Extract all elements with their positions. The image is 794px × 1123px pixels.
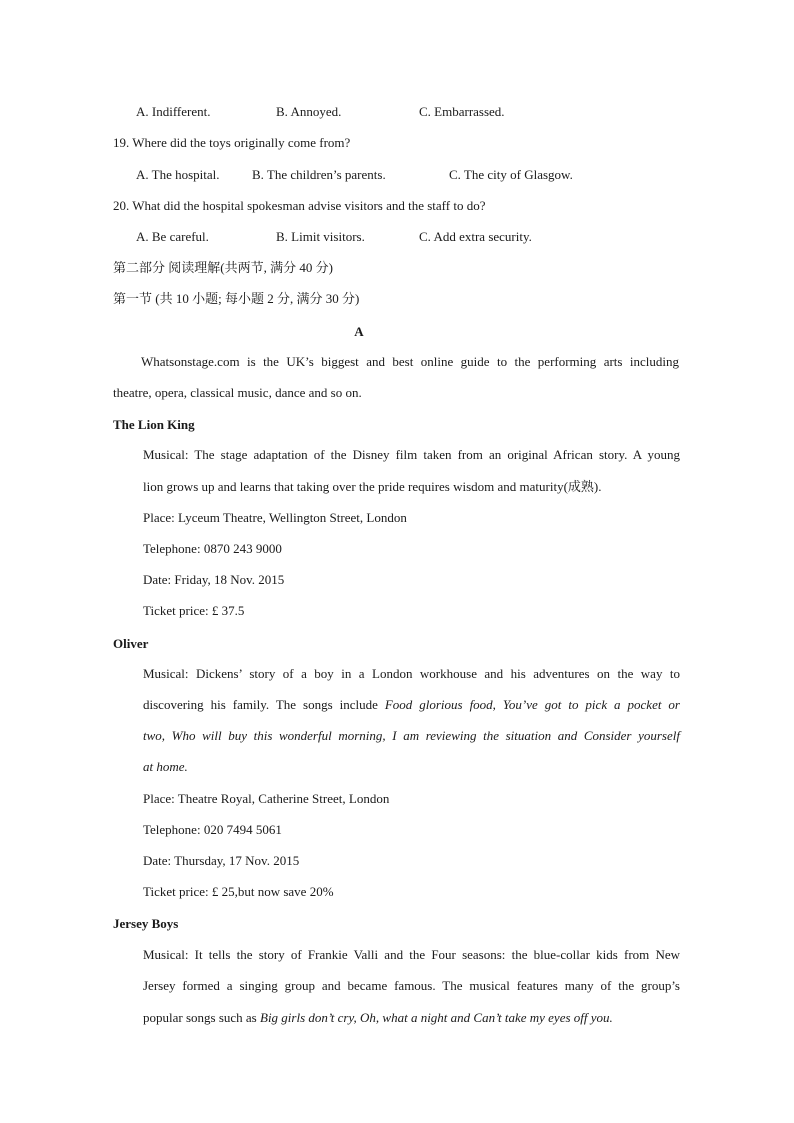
q18-option-b: B. Annoyed.	[276, 104, 342, 119]
oliver-songs-part-3: at home.	[143, 759, 188, 774]
q20-option-c: C. Add extra security.	[419, 229, 532, 244]
q18-option-c: C. Embarrassed.	[419, 104, 505, 119]
q19-option-b: B. The children’s parents.	[252, 167, 386, 182]
jersey-boys-musical-line-2: Jersey formed a singing group and became famous. The musical features many of the group’s	[143, 978, 680, 993]
intro-line-2: theatre, opera, classical music, dance and so on.	[113, 385, 362, 400]
oliver-date: Date: Thursday, 17 Nov. 2015	[143, 853, 300, 868]
oliver-musical-line-1: Musical: Dickens’ story of a boy in a London workhouse and his adventures on the way to	[143, 666, 680, 681]
lion-king-musical-line-2: lion grows up and learns that taking over the pride requires wisdom and maturity(成熟).	[143, 479, 602, 494]
oliver-musical-line-2	[143, 697, 680, 713]
oliver-musical-line-2-text: discovering his family. The songs include	[143, 697, 385, 712]
q19-option-a: A. The hospital.	[136, 167, 220, 182]
lion-king-title: The Lion King	[113, 417, 195, 432]
q19-option-c: C. The city of Glasgow.	[449, 167, 573, 182]
oliver-ticket-price: Ticket price: £ 25,but now save 20%	[143, 884, 334, 899]
part-two-heading: 第二部分 阅读理解(共两节, 满分 40 分)	[113, 260, 333, 275]
jersey-boys-songs: Big girls don’t cry, Oh, what a night and Can’t take my eyes off you.	[260, 1010, 613, 1025]
jersey-boys-musical-line-1: Musical: It tells the story of Frankie Valli and the Four seasons: the blue-collar kids from New	[143, 947, 680, 962]
oliver-place: Place: Theatre Royal, Catherine Street, London	[143, 791, 390, 806]
lion-king-telephone: Telephone: 0870 243 9000	[143, 541, 282, 556]
jersey-boys-musical-line-3-text: popular songs such as	[143, 1010, 260, 1025]
oliver-telephone: Telephone: 020 7494 5061	[143, 822, 282, 837]
jersey-boys-title: Jersey Boys	[113, 916, 179, 931]
oliver-songs-part-2: two, Who will buy this wonderful morning, I am reviewing the situation and Consider yourself	[143, 728, 680, 743]
lion-king-musical-line-1: Musical: The stage adaptation of the Disney film taken from an original African story. A young	[143, 447, 680, 462]
jersey-boys-musical-line-3	[143, 1010, 613, 1026]
q20-option-b: B. Limit visitors.	[276, 229, 365, 244]
lion-king-date: Date: Friday, 18 Nov. 2015	[143, 572, 285, 587]
q19-question: 19. Where did the toys originally come from?	[113, 135, 351, 150]
intro-line-1: Whatsonstage.com is the UK’s biggest and best online guide to the performing arts including	[141, 354, 679, 369]
section-one-heading: 第一节 (共 10 小题; 每小题 2 分, 满分 30 分)	[113, 291, 360, 306]
oliver-title: Oliver	[113, 636, 149, 651]
passage-letter: A	[354, 324, 364, 339]
oliver-musical-line-4	[143, 759, 188, 775]
lion-king-place: Place: Lyceum Theatre, Wellington Street, London	[143, 510, 407, 525]
oliver-musical-line-3	[143, 728, 680, 744]
q18-option-a: A. Indifferent.	[136, 104, 211, 119]
oliver-songs-part-1: Food glorious food, You’ve got to pick a pocket or	[384, 697, 680, 712]
q20-question: 20. What did the hospital spokesman advise visitors and the staff to do?	[113, 198, 486, 213]
lion-king-ticket-price: Ticket price: £ 37.5	[143, 603, 245, 618]
q20-option-a: A. Be careful.	[136, 229, 209, 244]
